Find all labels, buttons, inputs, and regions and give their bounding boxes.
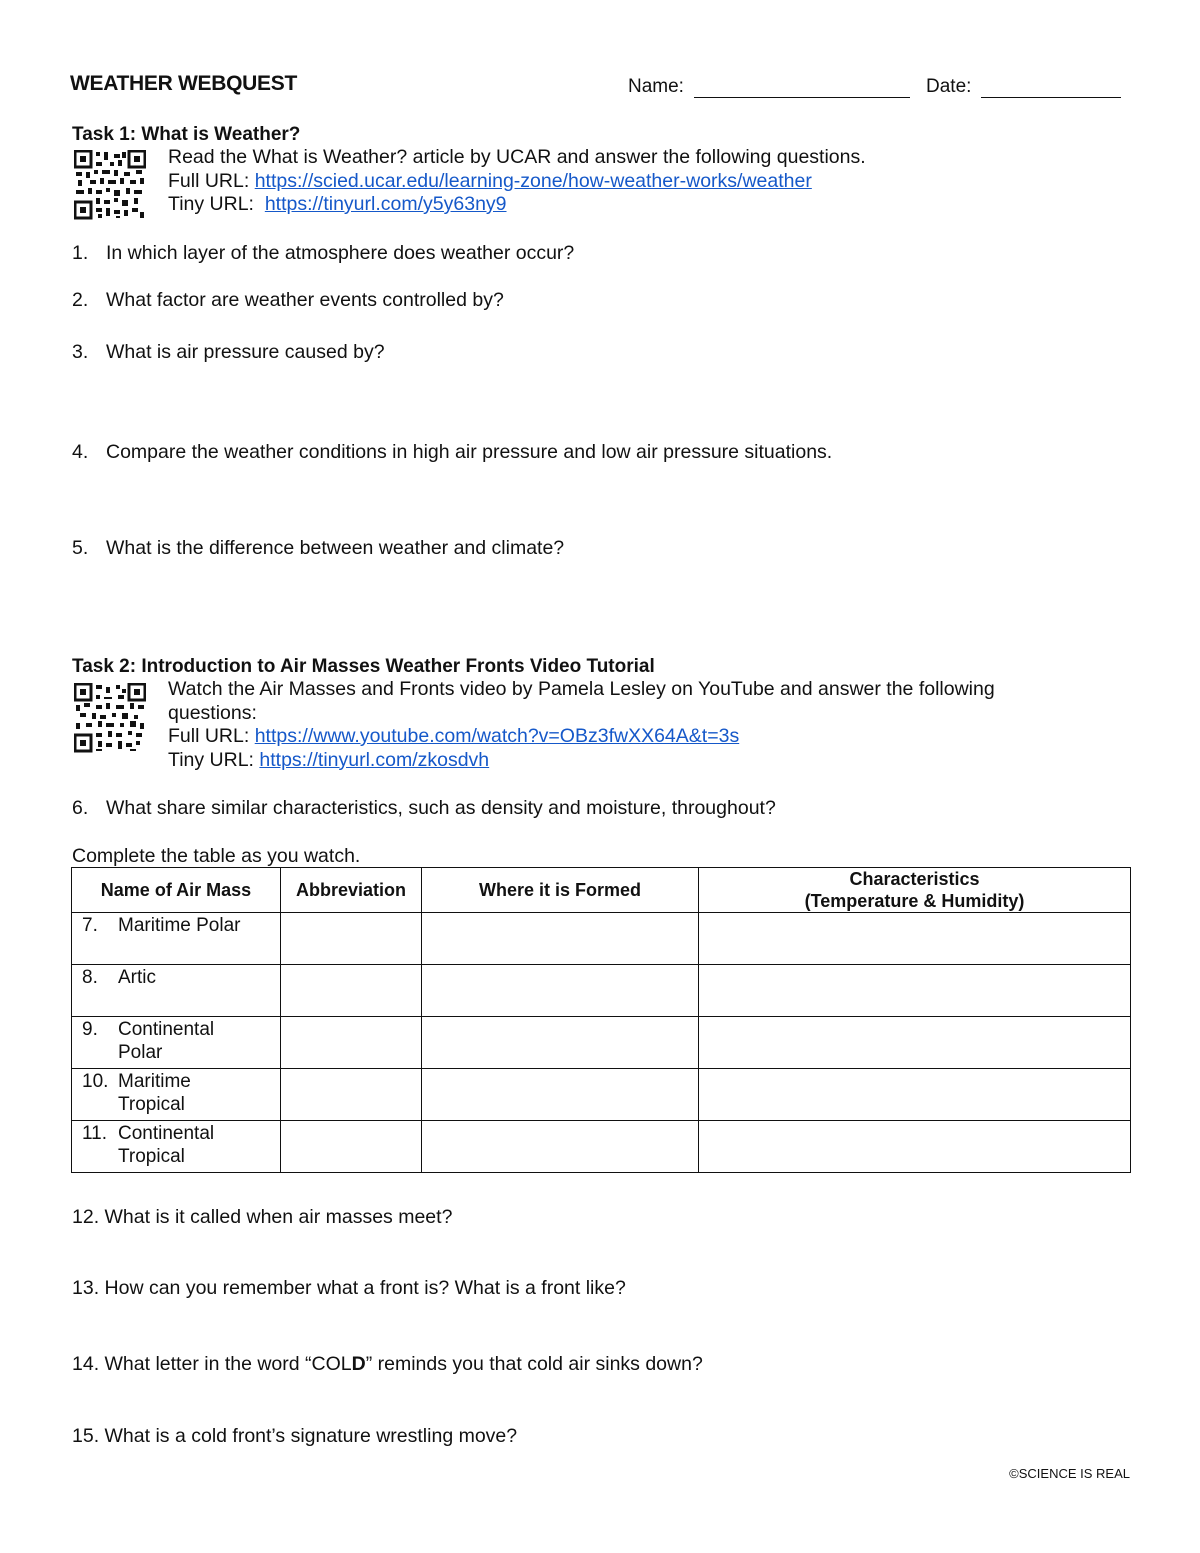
question-text-bold-letter: D bbox=[351, 1353, 366, 1375]
question-text: Compare the weather conditions in high air pressure and low air pressure situations. bbox=[106, 441, 833, 463]
tiny-url-label: Tiny URL: bbox=[168, 748, 254, 771]
question-6 bbox=[72, 797, 776, 820]
abbreviation-cell[interactable] bbox=[281, 1121, 422, 1173]
task2-instruction-line1: Watch the Air Masses and Fronts video by Pamela Lesley on YouTube and answer the following bbox=[168, 678, 995, 700]
characteristics-cell[interactable] bbox=[699, 965, 1131, 1017]
characteristics-cell[interactable] bbox=[699, 913, 1131, 965]
question-text: What letter in the word “COL bbox=[104, 1353, 352, 1375]
air-mass-name: Continental bbox=[118, 1123, 215, 1144]
name-blank-line[interactable] bbox=[694, 79, 910, 98]
air-mass-name-line2: Tropical bbox=[118, 1146, 185, 1167]
question-13 bbox=[72, 1277, 626, 1300]
where-formed-cell[interactable] bbox=[422, 1069, 699, 1121]
air-mass-name-cell bbox=[72, 1069, 281, 1121]
question-number: 4. bbox=[72, 441, 89, 463]
header-characteristics-line2: (Temperature & Humidity) bbox=[804, 891, 1025, 911]
where-formed-cell[interactable] bbox=[422, 1017, 699, 1069]
question-5 bbox=[72, 537, 564, 560]
question-1 bbox=[72, 242, 574, 265]
air-mass-table bbox=[71, 867, 1131, 1173]
question-number: 6. bbox=[72, 797, 89, 819]
table-intro: Complete the table as you watch. bbox=[72, 845, 361, 867]
date-label: Date: bbox=[926, 76, 972, 97]
table-header-row bbox=[72, 868, 1131, 913]
task1-tiny-url-row bbox=[168, 193, 866, 217]
question-number: 15. bbox=[72, 1425, 100, 1447]
air-mass-name: Continental bbox=[118, 1019, 215, 1040]
row-number: 7. bbox=[82, 915, 98, 936]
air-mass-name-line2: Tropical bbox=[118, 1094, 185, 1115]
characteristics-cell[interactable] bbox=[699, 1069, 1131, 1121]
task1-info bbox=[168, 146, 866, 217]
question-text: What is the difference between weather and climate? bbox=[106, 537, 565, 559]
task2-full-url-link[interactable]: https://www.youtube.com/watch?v=OBz3fwXX64A&t=3s bbox=[254, 725, 740, 747]
table-row bbox=[72, 1017, 1131, 1069]
header-characteristics bbox=[699, 868, 1131, 913]
question-3 bbox=[72, 341, 385, 364]
where-formed-cell[interactable] bbox=[422, 965, 699, 1017]
question-14 bbox=[72, 1353, 703, 1376]
question-number: 13. bbox=[72, 1277, 100, 1299]
question-text: What is air pressure caused by? bbox=[106, 341, 385, 363]
full-url-label: Full URL: bbox=[168, 725, 250, 747]
row-number: 9. bbox=[82, 1019, 98, 1040]
air-mass-name-cell bbox=[72, 965, 281, 1017]
date-blank-line[interactable] bbox=[981, 79, 1121, 98]
task2-full-url-row bbox=[168, 725, 995, 749]
question-text: In which layer of the atmosphere does weather occur? bbox=[106, 242, 575, 264]
characteristics-cell[interactable] bbox=[699, 1121, 1131, 1173]
question-text: What factor are weather events controlled by? bbox=[106, 289, 504, 311]
task2-tiny-url-row bbox=[168, 749, 995, 773]
name-field[interactable] bbox=[628, 76, 910, 98]
header-name-of-air-mass: Name of Air Mass bbox=[72, 868, 281, 913]
abbreviation-cell[interactable] bbox=[281, 1069, 422, 1121]
task2-info bbox=[168, 678, 995, 772]
air-mass-name-line2: Polar bbox=[118, 1042, 163, 1063]
air-mass-name: Maritime Polar bbox=[118, 915, 241, 936]
worksheet-title: WEATHER WEBQUEST bbox=[70, 72, 297, 95]
air-mass-name: Artic bbox=[118, 967, 156, 988]
question-text: How can you remember what a front is? What is a front like? bbox=[104, 1277, 626, 1299]
qr-code-icon bbox=[74, 150, 146, 218]
question-text: What share similar characteristics, such as density and moisture, throughout? bbox=[106, 797, 776, 819]
question-15 bbox=[72, 1425, 517, 1448]
task2-heading: Task 2: Introduction to Air Masses Weather Fronts Video Tutorial bbox=[72, 656, 655, 677]
task2-instruction-line2: questions: bbox=[168, 701, 257, 724]
row-number: 10. bbox=[82, 1071, 109, 1092]
copyright-footer: ©SCIENCE IS REAL bbox=[1009, 1466, 1130, 1481]
table-row bbox=[72, 1121, 1131, 1173]
task1-instruction: Read the What is Weather? article by UCAR and answer the following questions. bbox=[168, 146, 866, 168]
header-where-formed: Where it is Formed bbox=[422, 868, 699, 913]
question-text: What is it called when air masses meet? bbox=[104, 1206, 453, 1228]
qr-code-graphic bbox=[74, 683, 146, 753]
name-label: Name: bbox=[628, 76, 684, 97]
where-formed-cell[interactable] bbox=[422, 913, 699, 965]
abbreviation-cell[interactable] bbox=[281, 965, 422, 1017]
question-number: 2. bbox=[72, 289, 89, 311]
table-row bbox=[72, 913, 1131, 965]
question-text: What is a cold front’s signature wrestling move? bbox=[104, 1425, 518, 1447]
task1-heading: Task 1: What is Weather? bbox=[72, 124, 301, 145]
row-number: 11. bbox=[82, 1123, 108, 1144]
air-mass-name: Maritime bbox=[118, 1071, 191, 1092]
task2-tiny-url-link[interactable]: https://tinyurl.com/zkosdvh bbox=[259, 748, 490, 771]
question-number: 14. bbox=[72, 1353, 100, 1375]
where-formed-cell[interactable] bbox=[422, 1121, 699, 1173]
row-number: 8. bbox=[82, 967, 98, 988]
characteristics-cell[interactable] bbox=[699, 1017, 1131, 1069]
task1-full-url-row bbox=[168, 170, 866, 194]
question-2 bbox=[72, 289, 504, 312]
tiny-url-label: Tiny URL: bbox=[168, 193, 254, 215]
question-number: 12. bbox=[72, 1206, 100, 1228]
table-row bbox=[72, 965, 1131, 1017]
question-number: 5. bbox=[72, 537, 89, 559]
abbreviation-cell[interactable] bbox=[281, 913, 422, 965]
question-number: 1. bbox=[72, 242, 89, 264]
qr-code-icon bbox=[74, 683, 146, 751]
air-mass-name-cell bbox=[72, 913, 281, 965]
task1-full-url-link[interactable]: https://scied.ucar.edu/learning-zone/how-weather-works/weather bbox=[254, 169, 812, 192]
air-mass-name-cell bbox=[72, 1017, 281, 1069]
qr-code-graphic bbox=[74, 150, 146, 220]
header-characteristics-line1: Characteristics bbox=[849, 869, 980, 889]
date-field[interactable] bbox=[926, 76, 1121, 98]
task1-tiny-url-link[interactable]: https://tinyurl.com/y5y63ny9 bbox=[264, 193, 507, 215]
header-abbreviation: Abbreviation bbox=[281, 868, 422, 913]
table-row bbox=[72, 1069, 1131, 1121]
question-text-end: ” reminds you that cold air sinks down? bbox=[365, 1353, 703, 1375]
full-url-label: Full URL: bbox=[168, 169, 250, 192]
air-mass-name-cell bbox=[72, 1121, 281, 1173]
question-4 bbox=[72, 441, 832, 464]
question-number: 3. bbox=[72, 341, 89, 363]
abbreviation-cell[interactable] bbox=[281, 1017, 422, 1069]
question-12 bbox=[72, 1206, 452, 1229]
